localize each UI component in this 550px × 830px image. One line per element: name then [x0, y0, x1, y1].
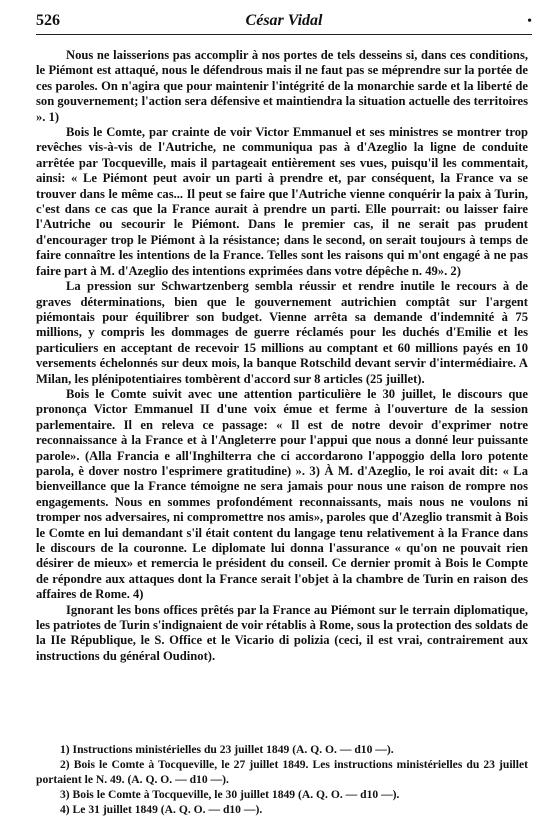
- header-rule: [36, 34, 532, 35]
- footnotes: [36, 742, 528, 817]
- page-number: 526: [36, 12, 60, 29]
- running-title: César Vidal: [245, 12, 323, 29]
- header-mark: •: [527, 14, 532, 29]
- paragraph: La pression sur Schwartzenberg sembla réussir et rendre inutile le recours à de graves déterminations, bien que le gouvernement autrichien comptât sur l'argent piémontais pour équilibrer son budget. Vienne arrêta sa demande d'indemnité à 75 millions, y compris les dommages de guerre réclamés pour les duchés d'Emilie et les particuliers en acceptant de recevoir 15 millions au comptant et 60 millions payés en 10 versements échelonnés sur deux mois, la banque Rotschild devant servir d'intermédiaire. A Milan, les plénipotentiaires tombèrent d'accord sur 8 articles (25 juillet).: [36, 279, 528, 386]
- page-header: [36, 12, 532, 34]
- paragraph: Ignorant les bons offices prêtés par la France au Piémont sur le terrain diplomatique, les patriotes de Turin s'indignaient de voir rétablis à Rome, sous la protection des soldats de la IIe République, le S. Office et le Vicario di polizia (ceci, il est vrai, contrairement aux instructions du général Oudinot).: [36, 602, 528, 663]
- footnote: 3) Bois le Comte à Tocqueville, le 30 juillet 1849 (A. Q. O. — d10 —).: [60, 788, 400, 801]
- footnote: 1) Instructions ministérielles du 23 juillet 1849 (A. Q. O. — d10 —).: [60, 743, 394, 756]
- footnote: 4) Le 31 juillet 1849 (A. Q. O. — d10 —).: [60, 803, 263, 816]
- paragraph: Nous ne laisserions pas accomplir à nos portes de tels desseins si, dans ces conditions, le Piémont est attaqué, nous le défendrous mais il ne faut pas se méprendre sur la portée de ces paroles. On n'agira que pour maintenir l'intégrité de la monarchie sarde et la liberté de son gouvernement; l'action sera défensive et maintiendra la situation actuelle des territoires ». 1): [36, 48, 528, 124]
- paragraph: Bois le Comte suivit avec une attention particulière le 30 juillet, le discours que prononça Victor Emmanuel II d'une voix émue et ferme à l'ouverture de la session parlementaire. Il en releva ce passage: « Il est de notre devoir d'exprimer notre reconnaissance à la France et à l'Angleterre pour l'appui que nous a donné leur puissante parole». (Alla Francia e all'Inghilterra che ci accordarono l'appoggio della loro potente parola, è dover nostro l'esprimere gratitudine) ». 3) À M. d'Azeglio, le roi avait dit: « La bienveillance que la France témoigne ne sera jamais pour nous une raison de rompre nos engagements. Nous en sommes profondément reconnaissants, mais nous ne voulons ni tromper nos adversaires, ni compromettre nos amis», paroles que d'Azeglio transmit à Bois le Comte en lui demandant s'il était content du langage tenu relativement à la France dans le discours de la couronne. Le diplomate lui donna l'assurance « qu'on ne pouvait rien désirer de mieux» et remercia le président du conseil. Ce dernier promit à Bois le Compte de répondre aux attaques dont la France serait l'objet à la chambre de Turin en raison des affaires de Rome. 4): [36, 386, 528, 602]
- paragraph: Bois le Comte, par crainte de voir Victor Emmanuel et ses ministres se montrer trop revêches vis-à-vis de l'Autriche, ne communiqua pas à d'Azeglio la ligne de conduite arrêtée par Tocqueville, mais il partageait entièrement ses vues, puisqu'il les commentait, ainsi: « Le Piémont peut avoir un parti à prendre et, par conséquent, la France va se trouver dans le même cas... Il peut se faire que l'Autriche vienne conquérir la paix à Turin, c'est dans ce cas que la France aurait à prendre un parti. Elle pourrait: ou laisser faire l'Autriche ou secourir le Piémont. Dans le premier cas, il ne serait pas prudent d'encourager trop le Piémont à la résistance; dans le second, on serait toujours à temps de faire connaître les intentions de la France. Telles sont les raisons qui m'ont engagé à ne pas faire part à M. d'Azeglio des intentions exprimées dans votre dépêche n. 49». 2): [36, 125, 528, 278]
- main-text: [36, 48, 528, 664]
- footnote: 2) Bois le Comte à Tocqueville, le 27 juillet 1849. Les instructions ministérielles du 23 juillet portaient le N. 49. (A. Q. O. — d10 —).: [36, 758, 528, 786]
